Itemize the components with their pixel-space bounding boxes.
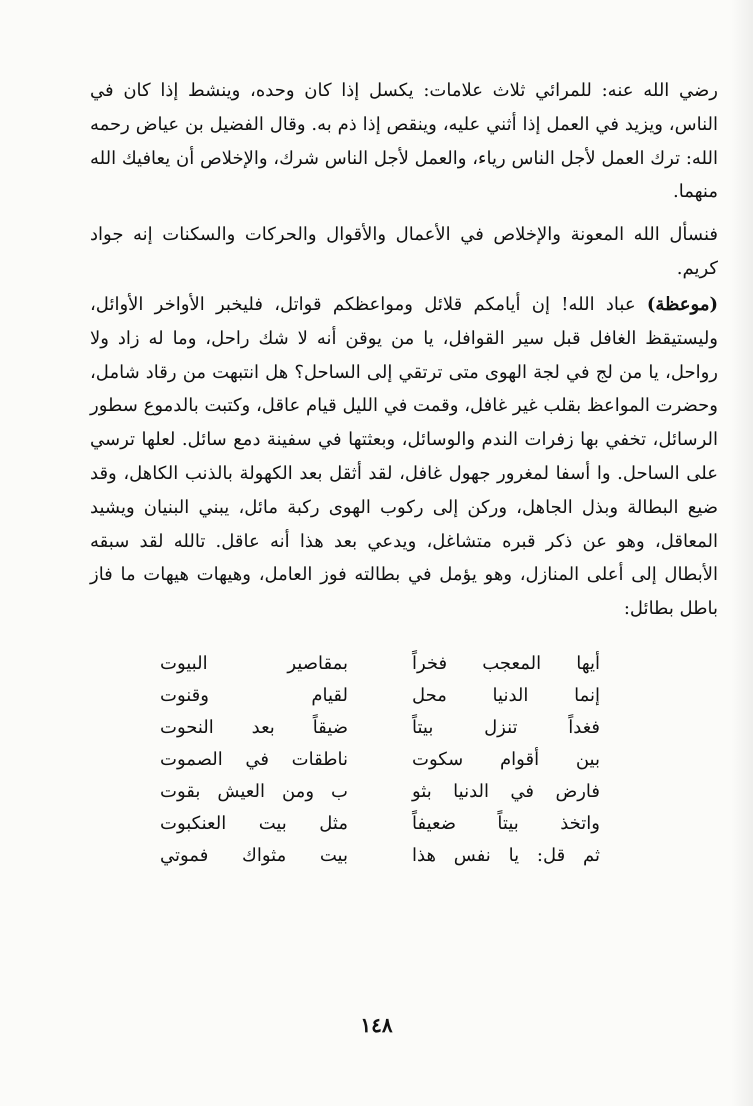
verse-second-hemistich: ضيقاً بعد النحوت <box>160 717 348 738</box>
verse-second-hemistich: بمقاصير البيوت <box>160 653 348 674</box>
poem-verse <box>160 840 600 872</box>
poem-verse <box>160 744 600 776</box>
verse-second-hemistich: بيت مثواك فموتي <box>160 845 348 866</box>
poem-verse <box>160 776 600 808</box>
verse-first-hemistich: بين أقوام سكوت <box>412 749 600 770</box>
paragraph-1 <box>90 74 718 209</box>
verse-first-hemistich: إنما الدنيا محل <box>412 685 600 706</box>
verse-first-hemistich: فغداً تنزل بيتاً <box>412 717 600 738</box>
poem <box>160 648 600 872</box>
page-edge-shadow <box>731 0 753 1106</box>
verse-second-hemistich: ناطقات في الصموت <box>160 749 348 770</box>
poem-verse <box>160 680 600 712</box>
paragraph-2-text: فنسأل الله المعونة والإخلاص في الأعمال والأقوال والحركات والسكنات إنه جواد كريم. <box>90 224 718 279</box>
verse-first-hemistich: فارض في الدنيا بثو <box>412 781 600 802</box>
verse-first-hemistich: ثم قل: يا نفس هذا <box>412 845 600 866</box>
paragraph-2 <box>90 218 718 286</box>
page-number: ١٤٨ <box>360 1013 393 1037</box>
sermon-label: (موعظة) <box>646 294 718 315</box>
paragraph-1-text: رضي الله عنه: للمرائي ثلاث علامات: يكسل إذا كان وحده، وينشط إذا كان في الناس، ويزيد في العمل إذا أثني عليه، وينقص إذا ذم به. وقال الفضيل بن عياض رحمه الله: ترك العمل لأجل الناس رياء، والعمل لأجل الناس شرك، والإخلاص أن يعافيك الله منهما. <box>90 80 718 203</box>
poem-verse <box>160 712 600 744</box>
paragraph-3 <box>90 288 718 626</box>
verse-second-hemistich: ب ومن العيش بقوت <box>160 781 348 802</box>
poem-verse <box>160 648 600 680</box>
verse-first-hemistich: واتخذ بيتاً ضعيفاً <box>412 813 600 834</box>
verse-first-hemistich: أيها المعجب فخراً <box>412 653 600 674</box>
verse-second-hemistich: لقيام وقنوت <box>160 685 348 706</box>
poem-verse <box>160 808 600 840</box>
verse-second-hemistich: مثل بيت العنكبوت <box>160 813 348 834</box>
paragraph-3-text: عباد الله! إن أيامكم قلائل ومواعظكم قواتل، فليخبر الأواخر الأوائل، وليستيقظ الغافل قبل سير القوافل، يا من يوقن أنه لا شك راحل، وما له زاد ولا رواحل، يا من لج في لجة الهوى متى ترتقي إلى الساحل؟ هل انتبهت من رقاد شامل، وحضرت المواعظ بقلب غير غافل، وقمت في الليل قيام عاقل، وكتبت بالدموع سطور الرسائل، تخفي بها زفرات الندم والوسائل، وبعثتها في سفينة دمع سائل. لعلها ترسي على الساحل. وا أسفا لمغرور جهول غافل، لقد أثقل بعد الكهولة بالذنب الكاهل، وقد ضيع البطالة وبذل الجاهل، وركن إلى ركوب الهوى ركبة مائل، يبني البنيان ويشيد المعاقل، وهو عن ذكر قبره متشاغل، ويدعي بعد هذا أنه عاقل. تالله لقد سبقه الأبطال إلى أعلى المنازل، وهو يؤمل في بطالته فوز العامل، وهيهات هيهات ما فاز باطل بطائل: <box>90 294 719 620</box>
